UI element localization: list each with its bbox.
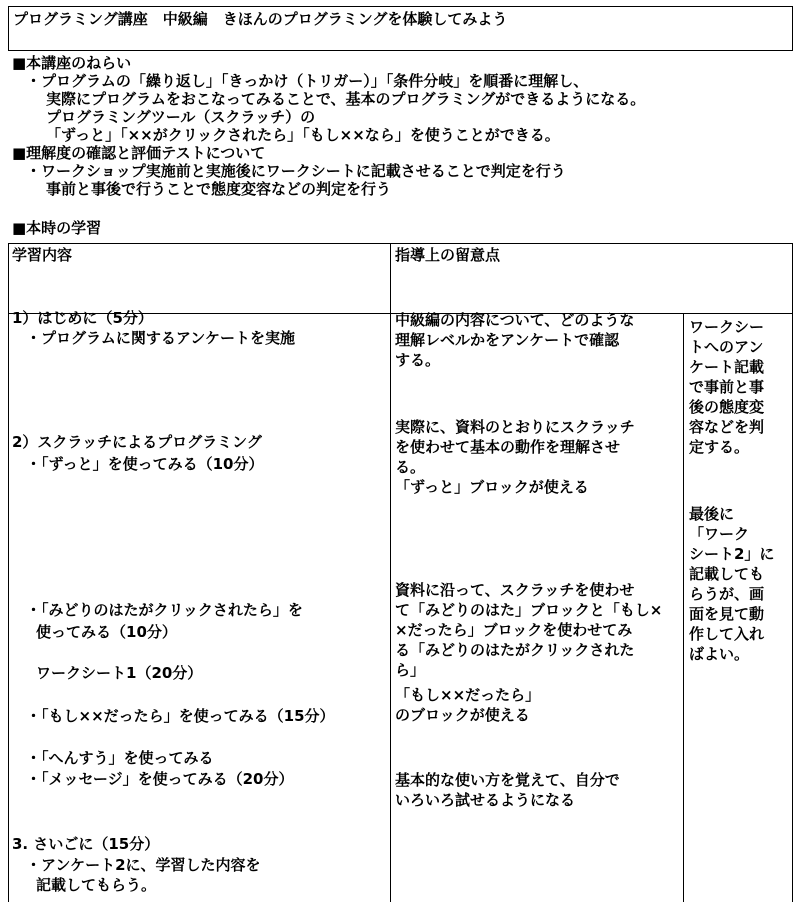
column-divider — [683, 313, 684, 902]
header-content: 学習内容 — [12, 246, 73, 264]
aim-line: ・プログラムの「繰り返し」「きっかけ（トリガー）」「条件分岐」を順番に理解し、 — [26, 72, 589, 90]
side-note-line: トへのアン — [689, 338, 764, 356]
note-line: を使わせて基本の動作を理解させ — [395, 438, 621, 456]
aim-line: 「ずっと」「××がクリックされたら」「もし××なら」を使うことができる。 — [46, 126, 560, 144]
content-item: 記載してもらう。 — [36, 876, 157, 894]
side-note-line: 作して入れ — [689, 625, 765, 643]
note-line: て「みどりのはた」ブロックと「もし× — [395, 601, 663, 619]
side-note-line: らうが、画 — [689, 585, 765, 603]
side-note-line: 記載しても — [689, 565, 765, 583]
content-item: ・「みどりのはたがクリックされたら」を — [26, 601, 303, 619]
side-note-line: 容などを判 — [689, 418, 765, 436]
side-note-line: ケート記載 — [689, 358, 765, 376]
note-line: いろいろ試せるようになる — [395, 791, 576, 809]
content-item: 2）スクラッチによるプログラミング — [12, 433, 262, 451]
aim-line: 実際にプログラムをおこなってみることで、基本のプログラミングができるようになる。 — [46, 90, 646, 108]
content-item: 使ってみる（10分） — [36, 623, 177, 641]
content-item: ・プログラムに関するアンケートを実施 — [26, 329, 295, 347]
content-item: ・「ずっと」を使ってみる（10分） — [26, 455, 264, 473]
note-line: 理解レベルかをアンケートで確認 — [395, 331, 620, 349]
eval-heading: ■理解度の確認と評価テストについて — [12, 144, 266, 162]
content-item: ワークシート1（20分） — [36, 664, 203, 682]
note-line: る「みどりのはたがクリックされた — [395, 641, 635, 659]
side-note-line: 定する。 — [689, 438, 750, 456]
side-note-line: ワークシー — [689, 318, 765, 336]
side-note-line: 最後に — [689, 505, 735, 523]
content-item: ・「へんすう」を使ってみる — [26, 749, 214, 767]
study-heading: ■本時の学習 — [12, 219, 102, 237]
note-line: 実際に、資料のとおりにスクラッチ — [395, 418, 635, 436]
content-item: ・「もし××だったら」を使ってみる（15分） — [26, 707, 335, 725]
note-line: 「ずっと」ブロックが使える — [395, 478, 589, 496]
note-line: ×だったら」ブロックを使わせてみ — [395, 621, 633, 639]
side-note-line: ばよい。 — [689, 645, 750, 663]
content-item: ・アンケート2に、学習した内容を — [26, 856, 261, 874]
content-item: ・「メッセージ」を使ってみる（20分） — [26, 770, 294, 788]
aim-line: プログラミングツール（スクラッチ）の — [46, 108, 316, 126]
note-line: る。 — [395, 458, 426, 476]
content-item: 3. さいごに（15分） — [12, 835, 160, 853]
page-title: プログラミング講座 中級編 きほんのプログラミングを体験してみよう — [8, 6, 793, 51]
column-divider — [390, 243, 391, 902]
eval-line: 事前と事後で行うことで態度変容などの判定を行う — [46, 180, 392, 198]
note-line: のブロックが使える — [395, 706, 530, 724]
side-note-line: 面を見て動 — [689, 605, 765, 623]
content-item: 1）はじめに（5分） — [12, 309, 153, 327]
note-line: 基本的な使い方を覚えて、自分で — [395, 771, 620, 789]
side-note-line: 「ワーク — [689, 525, 750, 543]
side-note-line: 後の態度変 — [689, 398, 765, 416]
note-line: ら」 — [395, 661, 426, 679]
note-line: 資料に沿って、スクラッチを使わせ — [395, 581, 635, 599]
header-notes: 指導上の留意点 — [395, 246, 501, 264]
eval-line: ・ワークショップ実施前と実施後にワークシートに記載させることで判定を行う — [26, 162, 566, 180]
note-line: する。 — [395, 351, 441, 369]
aim-heading: ■本講座のねらい — [12, 54, 132, 72]
note-line: 中級編の内容について、どのような — [395, 311, 635, 329]
side-note-line: シート2」に — [689, 545, 775, 563]
side-note-line: で事前と事 — [689, 378, 765, 396]
note-line: 「もし××だったら」 — [395, 686, 541, 704]
